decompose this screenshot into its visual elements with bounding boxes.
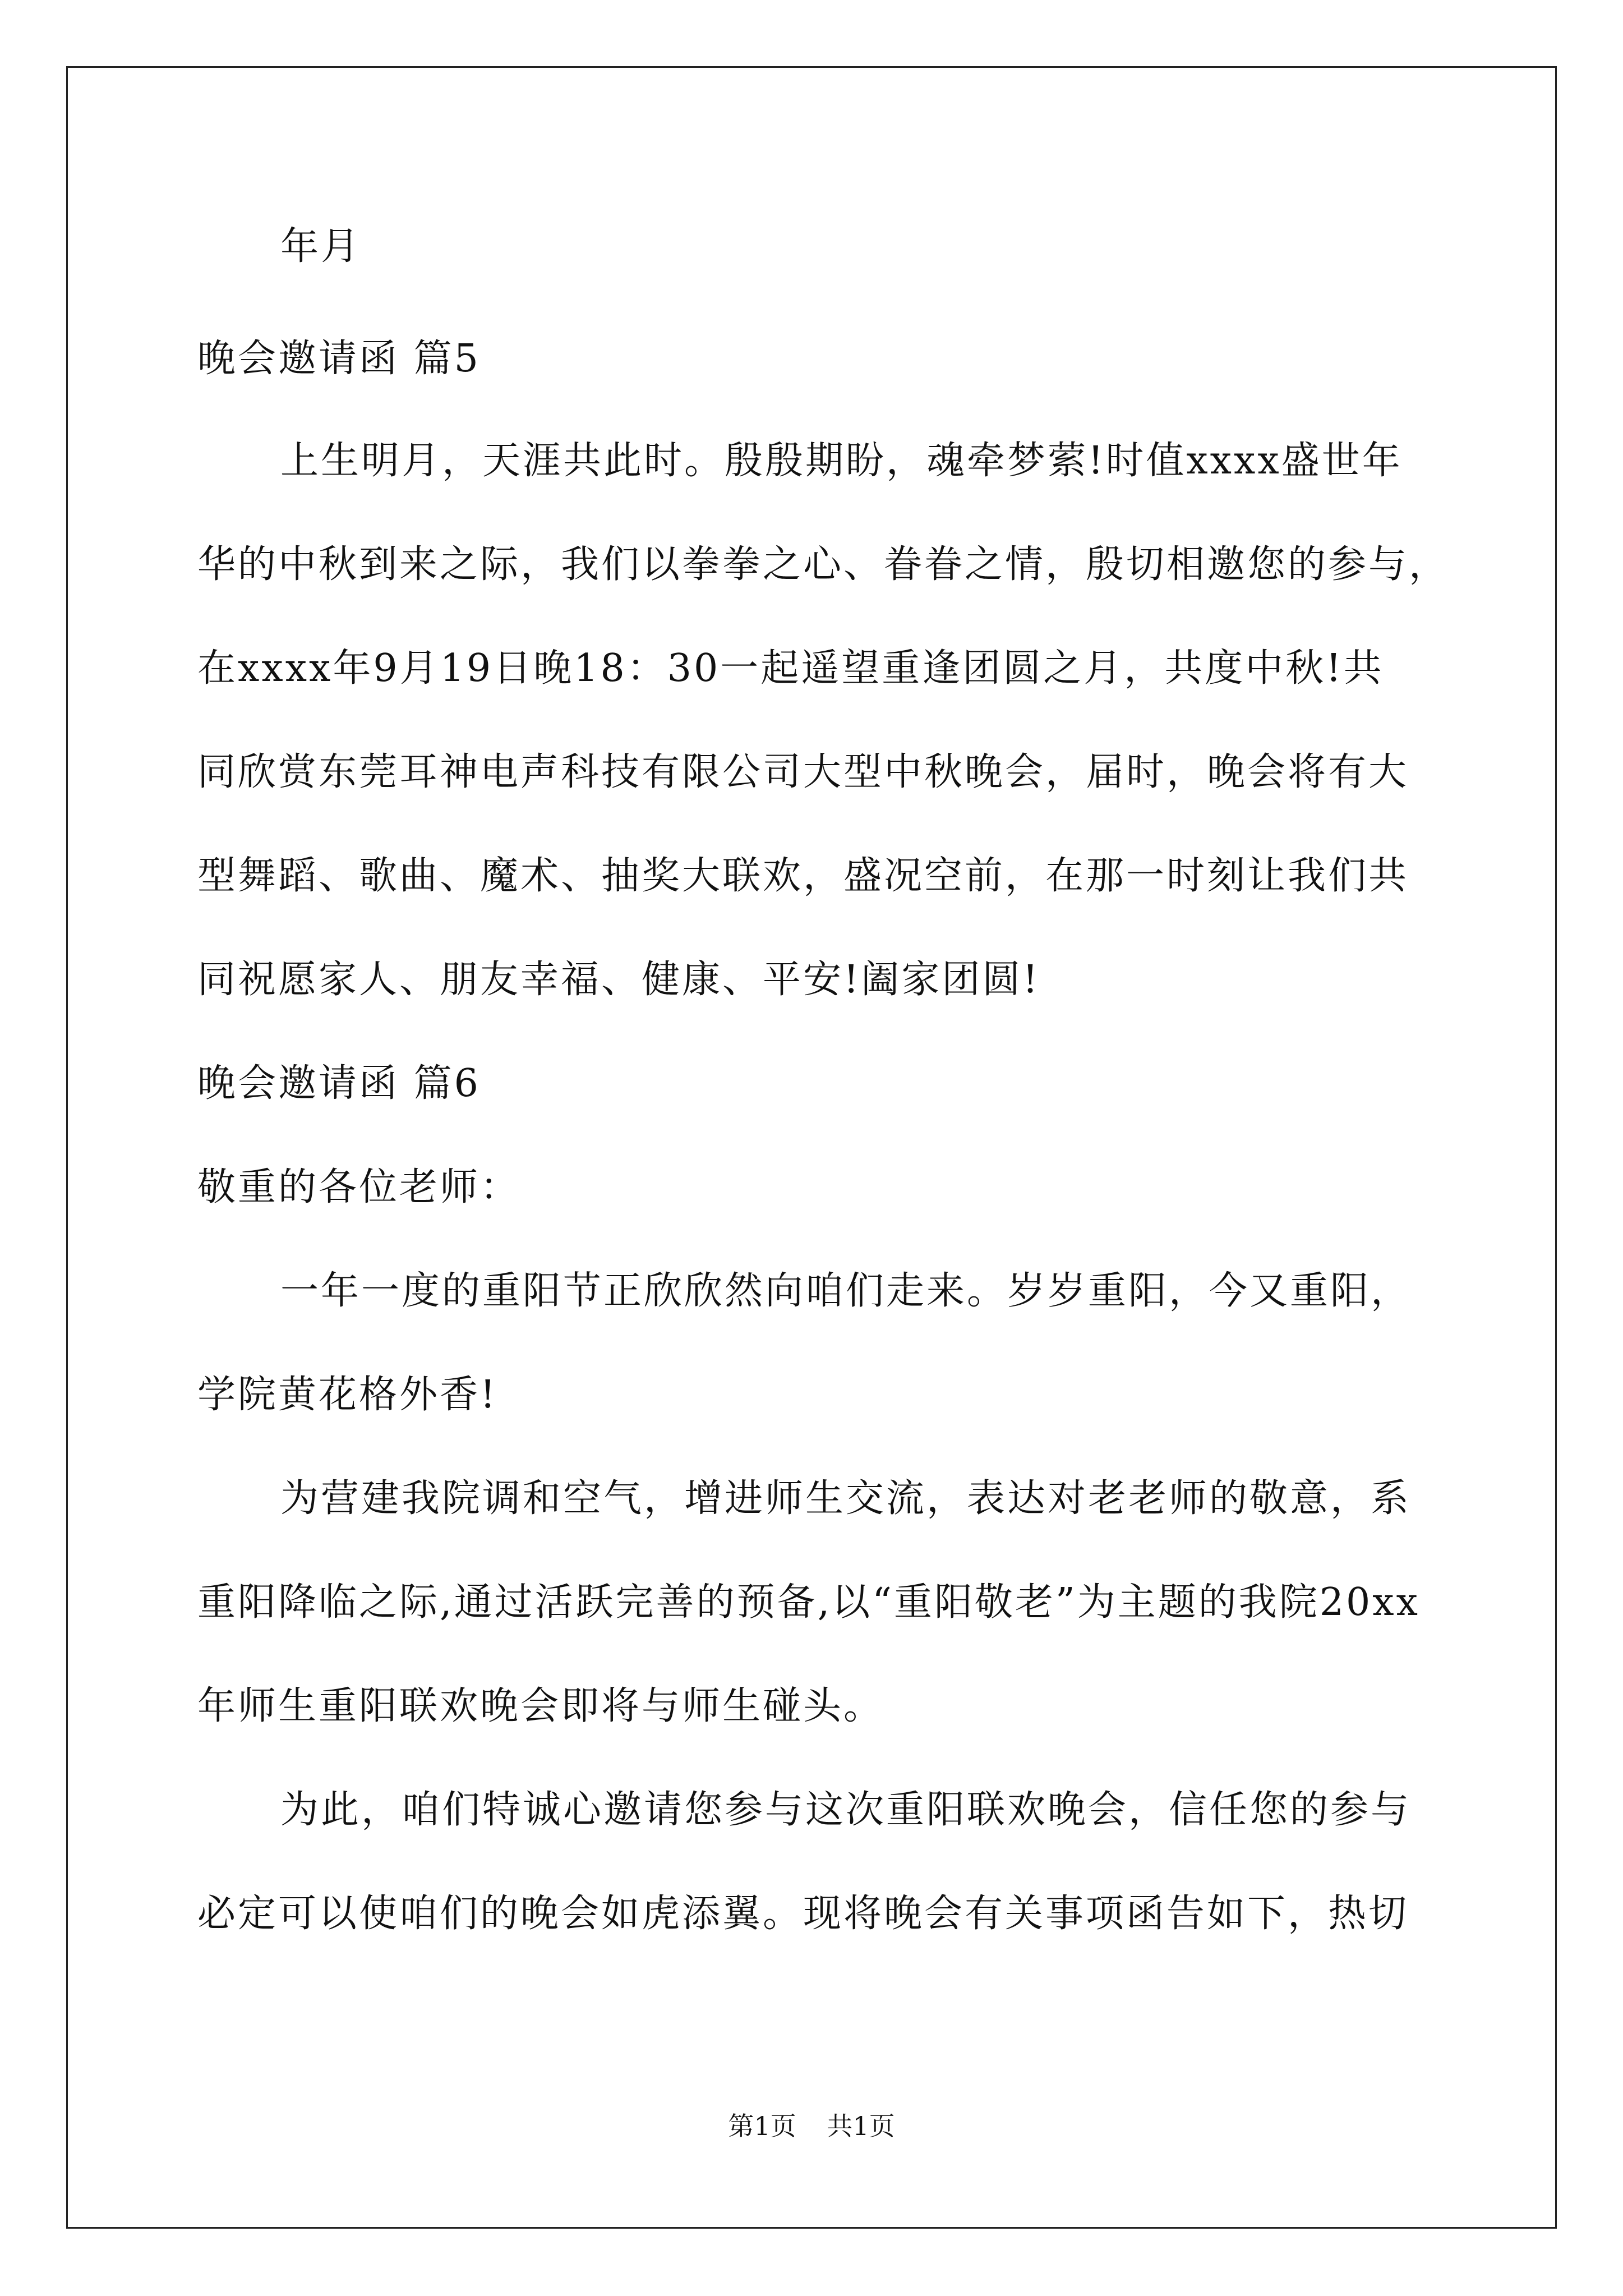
section-heading-6: 晚会邀请函 篇6 (197, 1061, 481, 1106)
paragraph-line: 学院黄花格外香! (197, 1373, 498, 1417)
paragraph-line: 同欣赏东莞耳神电声科技有限公司大型中秋晚会，届时，晚会将有大 (197, 750, 1409, 794)
paragraph-line: 年师生重阳联欢晚会即将与师生碰头。 (197, 1684, 884, 1728)
page-footer (0, 2109, 1623, 2143)
page-number: 第1页 (728, 2111, 796, 2141)
paragraph-line: 必定可以使咱们的晚会如虎添翼。现将晚会有关事项函告如下，热切 (197, 1892, 1409, 1936)
paragraph-line: 为营建我院调和空气，增进师生交流，表达对老老师的敬意，系 (280, 1476, 1412, 1521)
page-total: 共1页 (827, 2111, 895, 2141)
paragraph-line: 同祝愿家人、朋友幸福、健康、平安!阖家团圆! (197, 958, 1040, 1002)
date-line: 年月 (280, 224, 362, 269)
paragraph-line: 上生明月，天涯共此时。殷殷期盼，魂牵梦萦!时值xxxx盛世年 (280, 439, 1403, 483)
paragraph-line: 型舞蹈、歌曲、魔术、抽奖大联欢，盛况空前，在那一时刻让我们共 (197, 854, 1409, 898)
paragraph-line: 重阳降临之际,通过活跃完善的预备,以“重阳敬老”为主题的我院20xx (197, 1580, 1420, 1625)
section-heading-5: 晚会邀请函 篇5 (197, 337, 481, 381)
paragraph-line: 为此，咱们特诚心邀请您参与这次重阳联欢晚会，信任您的参与 (280, 1788, 1412, 1832)
salutation: 敬重的各位老师： (197, 1165, 521, 1209)
paragraph-line: 华的中秋到来之际，我们以拳拳之心、眷眷之情，殷切相邀您的参与， (197, 542, 1450, 587)
paragraph-line: 在xxxx年9月19日晚18：30一起遥望重逢团圆之月，共度中秋!共 (197, 646, 1384, 691)
paragraph-line: 一年一度的重阳节正欣欣然向咱们走来。岁岁重阳，今又重阳， (280, 1269, 1412, 1313)
